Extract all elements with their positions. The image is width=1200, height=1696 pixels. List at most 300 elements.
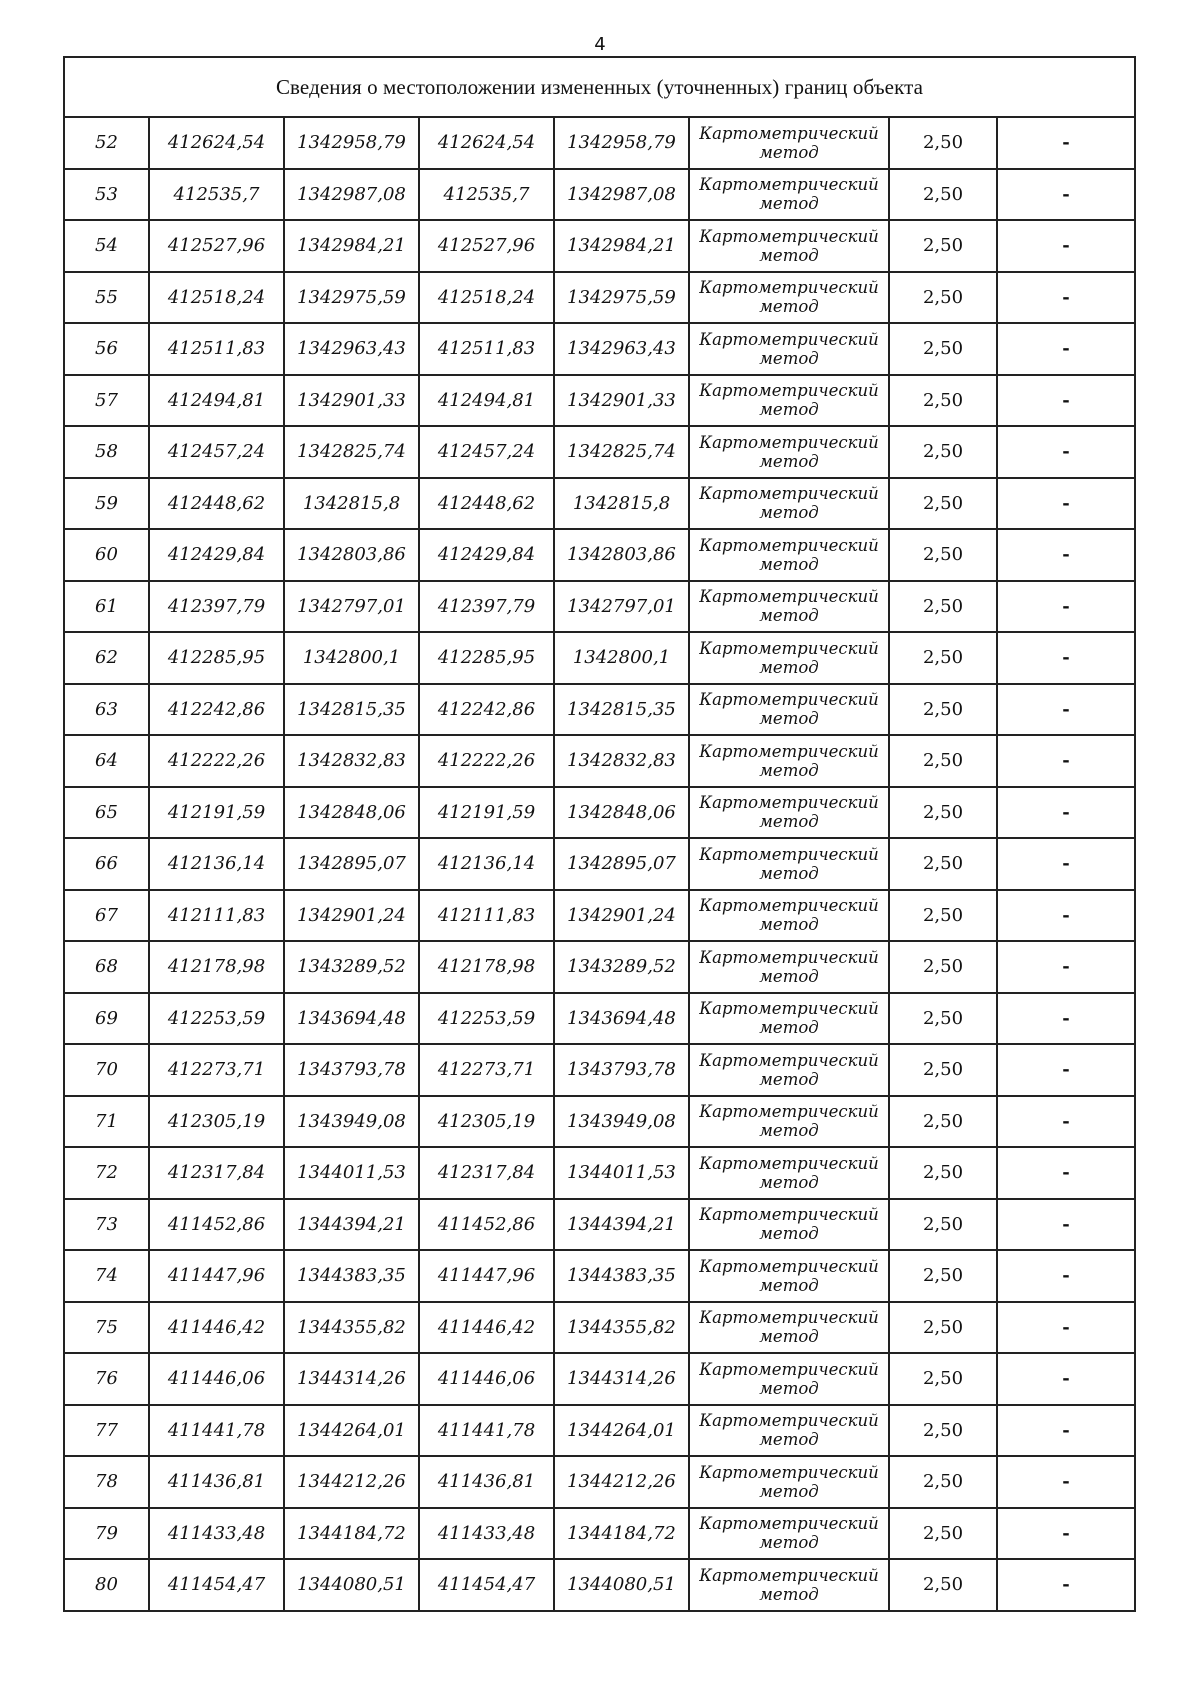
point-number-cell: 66 xyxy=(64,838,149,890)
old-y-cell: 1343793,78 xyxy=(284,1044,419,1096)
method-line-2: метод xyxy=(759,812,819,832)
method-line-1: Картометрический xyxy=(699,587,879,607)
table-row xyxy=(64,787,1135,839)
accuracy-cell: 2,50 xyxy=(889,478,997,530)
point-number-cell: 55 xyxy=(64,272,149,324)
method-line-1: Картометрический xyxy=(699,1205,879,1225)
point-number-cell: 78 xyxy=(64,1456,149,1508)
description-cell: - xyxy=(997,272,1135,324)
old-x-cell: 412136,14 xyxy=(149,838,284,890)
old-x-cell: 411447,96 xyxy=(149,1250,284,1302)
method-cell xyxy=(689,1096,889,1148)
new-y-cell: 1344383,35 xyxy=(554,1250,689,1302)
method-line-2: метод xyxy=(759,1069,819,1089)
old-x-cell: 412535,7 xyxy=(149,169,284,221)
method-line-1: Картометрический xyxy=(699,1411,879,1431)
description-cell: - xyxy=(997,117,1135,169)
new-x-cell: 412111,83 xyxy=(419,890,554,942)
old-y-cell: 1342901,33 xyxy=(284,375,419,427)
description-cell: - xyxy=(997,1353,1135,1405)
old-x-cell: 412457,24 xyxy=(149,426,284,478)
new-x-cell: 411433,48 xyxy=(419,1508,554,1560)
method-cell xyxy=(689,993,889,1045)
method-cell xyxy=(689,941,889,993)
accuracy-cell: 2,50 xyxy=(889,529,997,581)
old-y-cell: 1344314,26 xyxy=(284,1353,419,1405)
accuracy-cell: 2,50 xyxy=(889,890,997,942)
table-body xyxy=(64,117,1135,1611)
new-x-cell: 412136,14 xyxy=(419,838,554,890)
new-x-cell: 412222,26 xyxy=(419,735,554,787)
boundary-coordinates-table xyxy=(63,56,1136,1612)
method-cell xyxy=(689,117,889,169)
method-line-2: метод xyxy=(759,297,819,317)
table-row xyxy=(64,890,1135,942)
new-x-cell: 412273,71 xyxy=(419,1044,554,1096)
point-number-cell: 65 xyxy=(64,787,149,839)
new-x-cell: 411446,06 xyxy=(419,1353,554,1405)
method-cell xyxy=(689,1250,889,1302)
old-y-cell: 1344355,82 xyxy=(284,1302,419,1354)
old-x-cell: 412429,84 xyxy=(149,529,284,581)
point-number-cell: 61 xyxy=(64,581,149,633)
table-row xyxy=(64,1353,1135,1405)
description-cell: - xyxy=(997,735,1135,787)
new-x-cell: 411436,81 xyxy=(419,1456,554,1508)
table-row xyxy=(64,1559,1135,1611)
description-cell: - xyxy=(997,1199,1135,1251)
point-number-cell: 75 xyxy=(64,1302,149,1354)
method-cell xyxy=(689,838,889,890)
method-line-2: метод xyxy=(759,915,819,935)
accuracy-cell: 2,50 xyxy=(889,993,997,1045)
description-cell: - xyxy=(997,426,1135,478)
table-row xyxy=(64,1250,1135,1302)
description-cell: - xyxy=(997,941,1135,993)
point-number-cell: 76 xyxy=(64,1353,149,1405)
table-row xyxy=(64,993,1135,1045)
method-line-2: метод xyxy=(759,1378,819,1398)
new-y-cell: 1344264,01 xyxy=(554,1405,689,1457)
new-y-cell: 1342825,74 xyxy=(554,426,689,478)
method-cell xyxy=(689,529,889,581)
new-x-cell: 412242,86 xyxy=(419,684,554,736)
new-y-cell: 1344212,26 xyxy=(554,1456,689,1508)
description-cell: - xyxy=(997,838,1135,890)
method-line-2: метод xyxy=(759,245,819,265)
new-x-cell: 412535,7 xyxy=(419,169,554,221)
method-line-2: метод xyxy=(759,348,819,368)
old-y-cell: 1343694,48 xyxy=(284,993,419,1045)
old-y-cell: 1344394,21 xyxy=(284,1199,419,1251)
new-x-cell: 412191,59 xyxy=(419,787,554,839)
method-cell xyxy=(689,1044,889,1096)
method-cell xyxy=(689,375,889,427)
accuracy-cell: 2,50 xyxy=(889,117,997,169)
accuracy-cell: 2,50 xyxy=(889,1456,997,1508)
table-row xyxy=(64,1199,1135,1251)
new-x-cell: 412305,19 xyxy=(419,1096,554,1148)
method-line-1: Картометрический xyxy=(699,535,879,555)
old-x-cell: 412273,71 xyxy=(149,1044,284,1096)
new-y-cell: 1344080,51 xyxy=(554,1559,689,1611)
new-y-cell: 1344314,26 xyxy=(554,1353,689,1405)
new-x-cell: 412511,83 xyxy=(419,323,554,375)
point-number-cell: 54 xyxy=(64,220,149,272)
new-x-cell: 412178,98 xyxy=(419,941,554,993)
new-x-cell: 411446,42 xyxy=(419,1302,554,1354)
new-x-cell: 412253,59 xyxy=(419,993,554,1045)
description-cell: - xyxy=(997,478,1135,530)
point-number-cell: 72 xyxy=(64,1147,149,1199)
point-number-cell: 69 xyxy=(64,993,149,1045)
accuracy-cell: 2,50 xyxy=(889,1353,997,1405)
table-row xyxy=(64,1302,1135,1354)
new-y-cell: 1344355,82 xyxy=(554,1302,689,1354)
method-line-1: Картометрический xyxy=(699,844,879,864)
old-y-cell: 1342797,01 xyxy=(284,581,419,633)
description-cell: - xyxy=(997,1250,1135,1302)
description-cell: - xyxy=(997,787,1135,839)
description-cell: - xyxy=(997,1147,1135,1199)
accuracy-cell: 2,50 xyxy=(889,375,997,427)
new-y-cell: 1342803,86 xyxy=(554,529,689,581)
method-line-2: метод xyxy=(759,1018,819,1038)
old-x-cell: 411433,48 xyxy=(149,1508,284,1560)
method-cell xyxy=(689,1405,889,1457)
method-line-1: Картометрический xyxy=(699,1050,879,1070)
old-x-cell: 411441,78 xyxy=(149,1405,284,1457)
accuracy-cell: 2,50 xyxy=(889,1199,997,1251)
old-x-cell: 412222,26 xyxy=(149,735,284,787)
method-line-1: Картометрический xyxy=(699,123,879,143)
old-x-cell: 412111,83 xyxy=(149,890,284,942)
new-x-cell: 412317,84 xyxy=(419,1147,554,1199)
description-cell: - xyxy=(997,993,1135,1045)
method-cell xyxy=(689,169,889,221)
description-cell: - xyxy=(997,323,1135,375)
method-line-2: метод xyxy=(759,194,819,214)
accuracy-cell: 2,50 xyxy=(889,1508,997,1560)
point-number-cell: 53 xyxy=(64,169,149,221)
method-cell xyxy=(689,1199,889,1251)
point-number-cell: 80 xyxy=(64,1559,149,1611)
method-line-1: Картометрический xyxy=(699,432,879,452)
method-line-1: Картометрический xyxy=(699,1256,879,1276)
new-y-cell: 1343793,78 xyxy=(554,1044,689,1096)
accuracy-cell: 2,50 xyxy=(889,169,997,221)
new-y-cell: 1342958,79 xyxy=(554,117,689,169)
description-cell: - xyxy=(997,529,1135,581)
new-x-cell: 412494,81 xyxy=(419,375,554,427)
description-cell: - xyxy=(997,1096,1135,1148)
method-line-1: Картометрический xyxy=(699,1308,879,1328)
point-number-cell: 58 xyxy=(64,426,149,478)
table-row xyxy=(64,632,1135,684)
accuracy-cell: 2,50 xyxy=(889,684,997,736)
method-line-1: Картометрический xyxy=(699,381,879,401)
description-cell: - xyxy=(997,1559,1135,1611)
method-line-2: метод xyxy=(759,400,819,420)
table-row xyxy=(64,1508,1135,1560)
new-y-cell: 1344011,53 xyxy=(554,1147,689,1199)
method-cell xyxy=(689,1456,889,1508)
new-x-cell: 412457,24 xyxy=(419,426,554,478)
table-row xyxy=(64,478,1135,530)
accuracy-cell: 2,50 xyxy=(889,632,997,684)
new-x-cell: 411447,96 xyxy=(419,1250,554,1302)
old-y-cell: 1342825,74 xyxy=(284,426,419,478)
old-y-cell: 1344184,72 xyxy=(284,1508,419,1560)
point-number-cell: 79 xyxy=(64,1508,149,1560)
old-y-cell: 1343949,08 xyxy=(284,1096,419,1148)
old-y-cell: 1342800,1 xyxy=(284,632,419,684)
description-cell: - xyxy=(997,220,1135,272)
old-y-cell: 1342963,43 xyxy=(284,323,419,375)
table-row xyxy=(64,735,1135,787)
method-line-2: метод xyxy=(759,1430,819,1450)
method-cell xyxy=(689,1302,889,1354)
method-cell xyxy=(689,1508,889,1560)
new-x-cell: 412624,54 xyxy=(419,117,554,169)
method-cell xyxy=(689,1559,889,1611)
method-line-1: Картометрический xyxy=(699,741,879,761)
accuracy-cell: 2,50 xyxy=(889,787,997,839)
accuracy-cell: 2,50 xyxy=(889,1044,997,1096)
old-y-cell: 1342803,86 xyxy=(284,529,419,581)
point-number-cell: 71 xyxy=(64,1096,149,1148)
method-line-1: Картометрический xyxy=(699,1102,879,1122)
new-y-cell: 1342832,83 xyxy=(554,735,689,787)
accuracy-cell: 2,50 xyxy=(889,1559,997,1611)
old-y-cell: 1342958,79 xyxy=(284,117,419,169)
method-line-1: Картометрический xyxy=(699,278,879,298)
method-cell xyxy=(689,684,889,736)
old-x-cell: 412511,83 xyxy=(149,323,284,375)
method-line-1: Картометрический xyxy=(699,947,879,967)
old-y-cell: 1342987,08 xyxy=(284,169,419,221)
old-y-cell: 1342984,21 xyxy=(284,220,419,272)
method-line-1: Картометрический xyxy=(699,690,879,710)
description-cell: - xyxy=(997,1044,1135,1096)
method-cell xyxy=(689,890,889,942)
new-x-cell: 412397,79 xyxy=(419,581,554,633)
old-x-cell: 412494,81 xyxy=(149,375,284,427)
method-line-2: метод xyxy=(759,451,819,471)
method-line-1: Картометрический xyxy=(699,1565,879,1585)
method-cell xyxy=(689,426,889,478)
accuracy-cell: 2,50 xyxy=(889,272,997,324)
point-number-cell: 62 xyxy=(64,632,149,684)
table-title: Сведения о местоположении измененных (уточненных) границ объекта xyxy=(64,57,1135,117)
old-y-cell: 1342975,59 xyxy=(284,272,419,324)
new-y-cell: 1343289,52 xyxy=(554,941,689,993)
new-y-cell: 1343694,48 xyxy=(554,993,689,1045)
table-row xyxy=(64,1147,1135,1199)
old-y-cell: 1344383,35 xyxy=(284,1250,419,1302)
table-row xyxy=(64,323,1135,375)
old-y-cell: 1342895,07 xyxy=(284,838,419,890)
table-row xyxy=(64,426,1135,478)
point-number-cell: 73 xyxy=(64,1199,149,1251)
method-cell xyxy=(689,581,889,633)
description-cell: - xyxy=(997,1508,1135,1560)
method-cell xyxy=(689,478,889,530)
method-line-2: метод xyxy=(759,657,819,677)
description-cell: - xyxy=(997,581,1135,633)
new-y-cell: 1342815,8 xyxy=(554,478,689,530)
table-row xyxy=(64,581,1135,633)
table-row xyxy=(64,117,1135,169)
description-cell: - xyxy=(997,890,1135,942)
method-line-2: метод xyxy=(759,606,819,626)
accuracy-cell: 2,50 xyxy=(889,1250,997,1302)
new-x-cell: 411454,47 xyxy=(419,1559,554,1611)
method-cell xyxy=(689,1147,889,1199)
old-y-cell: 1344080,51 xyxy=(284,1559,419,1611)
accuracy-cell: 2,50 xyxy=(889,838,997,890)
old-x-cell: 412242,86 xyxy=(149,684,284,736)
table-row xyxy=(64,1405,1135,1457)
point-number-cell: 74 xyxy=(64,1250,149,1302)
new-x-cell: 412518,24 xyxy=(419,272,554,324)
table-row xyxy=(64,169,1135,221)
new-x-cell: 411452,86 xyxy=(419,1199,554,1251)
new-y-cell: 1342901,24 xyxy=(554,890,689,942)
new-y-cell: 1342895,07 xyxy=(554,838,689,890)
point-number-cell: 77 xyxy=(64,1405,149,1457)
table-row xyxy=(64,838,1135,890)
table-row xyxy=(64,220,1135,272)
old-y-cell: 1342848,06 xyxy=(284,787,419,839)
description-cell: - xyxy=(997,632,1135,684)
new-x-cell: 412448,62 xyxy=(419,478,554,530)
old-x-cell: 412191,59 xyxy=(149,787,284,839)
point-number-cell: 56 xyxy=(64,323,149,375)
method-line-1: Картометрический xyxy=(699,999,879,1019)
method-line-1: Картометрический xyxy=(699,1359,879,1379)
new-x-cell: 412527,96 xyxy=(419,220,554,272)
table-row xyxy=(64,529,1135,581)
accuracy-cell: 2,50 xyxy=(889,735,997,787)
new-y-cell: 1342963,43 xyxy=(554,323,689,375)
method-line-1: Картометрический xyxy=(699,638,879,658)
accuracy-cell: 2,50 xyxy=(889,426,997,478)
accuracy-cell: 2,50 xyxy=(889,1147,997,1199)
method-line-2: метод xyxy=(759,1275,819,1295)
new-y-cell: 1342800,1 xyxy=(554,632,689,684)
old-y-cell: 1342901,24 xyxy=(284,890,419,942)
new-x-cell: 412429,84 xyxy=(419,529,554,581)
new-y-cell: 1342987,08 xyxy=(554,169,689,221)
accuracy-cell: 2,50 xyxy=(889,581,997,633)
point-number-cell: 63 xyxy=(64,684,149,736)
new-x-cell: 412285,95 xyxy=(419,632,554,684)
page-number: 4 xyxy=(594,34,606,55)
point-number-cell: 59 xyxy=(64,478,149,530)
point-number-cell: 68 xyxy=(64,941,149,993)
method-line-2: метод xyxy=(759,966,819,986)
new-y-cell: 1344184,72 xyxy=(554,1508,689,1560)
description-cell: - xyxy=(997,375,1135,427)
point-number-cell: 67 xyxy=(64,890,149,942)
new-y-cell: 1344394,21 xyxy=(554,1199,689,1251)
method-line-1: Картометрический xyxy=(699,226,879,246)
point-number-cell: 64 xyxy=(64,735,149,787)
method-cell xyxy=(689,1353,889,1405)
new-y-cell: 1342797,01 xyxy=(554,581,689,633)
method-cell xyxy=(689,220,889,272)
table-row xyxy=(64,1456,1135,1508)
method-cell xyxy=(689,323,889,375)
method-line-2: метод xyxy=(759,863,819,883)
method-line-2: метод xyxy=(759,760,819,780)
old-x-cell: 412518,24 xyxy=(149,272,284,324)
method-line-1: Картометрический xyxy=(699,329,879,349)
method-cell xyxy=(689,272,889,324)
table-row xyxy=(64,1096,1135,1148)
old-x-cell: 412285,95 xyxy=(149,632,284,684)
method-line-1: Картометрический xyxy=(699,1514,879,1534)
table-row xyxy=(64,375,1135,427)
old-y-cell: 1343289,52 xyxy=(284,941,419,993)
method-line-1: Картометрический xyxy=(699,1153,879,1173)
old-x-cell: 412305,19 xyxy=(149,1096,284,1148)
method-cell xyxy=(689,787,889,839)
old-y-cell: 1344264,01 xyxy=(284,1405,419,1457)
old-y-cell: 1344011,53 xyxy=(284,1147,419,1199)
old-x-cell: 411446,06 xyxy=(149,1353,284,1405)
method-line-2: метод xyxy=(759,1224,819,1244)
new-y-cell: 1342848,06 xyxy=(554,787,689,839)
method-line-1: Картометрический xyxy=(699,484,879,504)
new-y-cell: 1342901,33 xyxy=(554,375,689,427)
old-y-cell: 1342832,83 xyxy=(284,735,419,787)
accuracy-cell: 2,50 xyxy=(889,323,997,375)
old-x-cell: 412178,98 xyxy=(149,941,284,993)
point-number-cell: 70 xyxy=(64,1044,149,1096)
table-row xyxy=(64,941,1135,993)
new-y-cell: 1342815,35 xyxy=(554,684,689,736)
accuracy-cell: 2,50 xyxy=(889,941,997,993)
description-cell: - xyxy=(997,1456,1135,1508)
old-x-cell: 411446,42 xyxy=(149,1302,284,1354)
method-line-2: метод xyxy=(759,1533,819,1553)
old-y-cell: 1342815,35 xyxy=(284,684,419,736)
accuracy-cell: 2,50 xyxy=(889,220,997,272)
new-y-cell: 1342975,59 xyxy=(554,272,689,324)
method-line-1: Картометрический xyxy=(699,896,879,916)
old-x-cell: 412527,96 xyxy=(149,220,284,272)
description-cell: - xyxy=(997,1405,1135,1457)
point-number-cell: 57 xyxy=(64,375,149,427)
new-y-cell: 1343949,08 xyxy=(554,1096,689,1148)
point-number-cell: 60 xyxy=(64,529,149,581)
method-line-2: метод xyxy=(759,1172,819,1192)
method-line-2: метод xyxy=(759,1121,819,1141)
method-cell xyxy=(689,632,889,684)
old-x-cell: 411454,47 xyxy=(149,1559,284,1611)
method-line-2: метод xyxy=(759,1327,819,1347)
table-row xyxy=(64,684,1135,736)
method-line-1: Картометрический xyxy=(699,793,879,813)
accuracy-cell: 2,50 xyxy=(889,1405,997,1457)
table-row xyxy=(64,272,1135,324)
method-line-2: метод xyxy=(759,503,819,523)
old-x-cell: 412448,62 xyxy=(149,478,284,530)
method-line-2: метод xyxy=(759,1481,819,1501)
accuracy-cell: 2,50 xyxy=(889,1302,997,1354)
